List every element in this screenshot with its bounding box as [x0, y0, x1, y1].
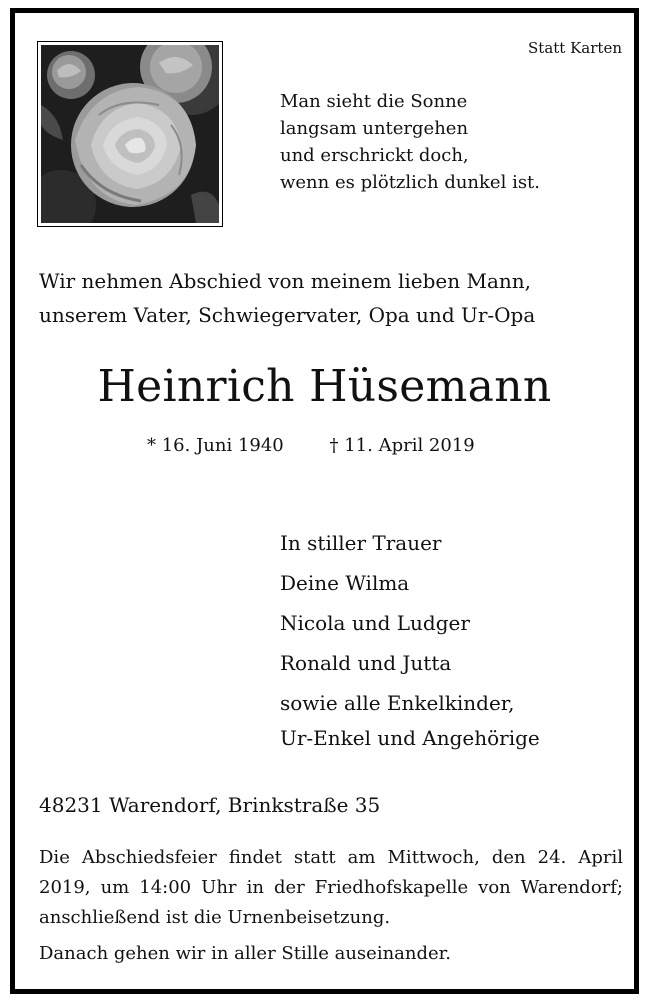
obituary-notice — [10, 8, 639, 994]
poem-line: wenn es plötzlich dunkel ist. — [280, 172, 541, 193]
mourner-line: Nicola und Ludger — [280, 611, 470, 635]
header-note: Statt Karten — [528, 39, 622, 57]
birth-date: * 16. Juni 1940 — [147, 435, 284, 456]
poem-line: langsam untergehen — [280, 118, 469, 139]
photo-frame — [37, 41, 223, 227]
mourner-line: Ur-Enkel und Angehörige — [280, 726, 540, 750]
death-date: † 11. April 2019 — [329, 435, 475, 456]
address: 48231 Warendorf, Brinkstraße 35 — [39, 793, 381, 817]
intro-text — [39, 264, 619, 332]
mourner-line: Deine Wilma — [280, 571, 410, 595]
mourner-line: In stiller Trauer — [280, 531, 442, 555]
life-dates — [147, 435, 475, 456]
closing-note: Danach gehen wir in aller Stille auseinander. — [39, 943, 452, 964]
poem-line: und erschrickt doch, — [280, 145, 469, 166]
mourner-line: Ronald und Jutta — [280, 651, 452, 675]
ceremony-info: Die Abschiedsfeier findet statt am Mittwoch, den 24. April 2019, um 14:00 Uhr in der Friedhofskapelle von Warendorf; anschließend ist die Urnenbeisetzung. — [39, 847, 623, 928]
poem — [280, 88, 540, 196]
deceased-name: Heinrich Hüsemann — [97, 361, 552, 412]
poem-line: Man sieht die Sonne — [280, 91, 468, 112]
intro-line: unserem Vater, Schwiegervater, Opa und Ur-Opa — [39, 303, 536, 327]
mourner-line: sowie alle Enkelkinder, — [280, 691, 515, 715]
mourners-list — [280, 523, 540, 754]
intro-line: Wir nehmen Abschied von meinem lieben Mann, — [39, 269, 531, 293]
rose-photo-icon — [41, 45, 219, 223]
